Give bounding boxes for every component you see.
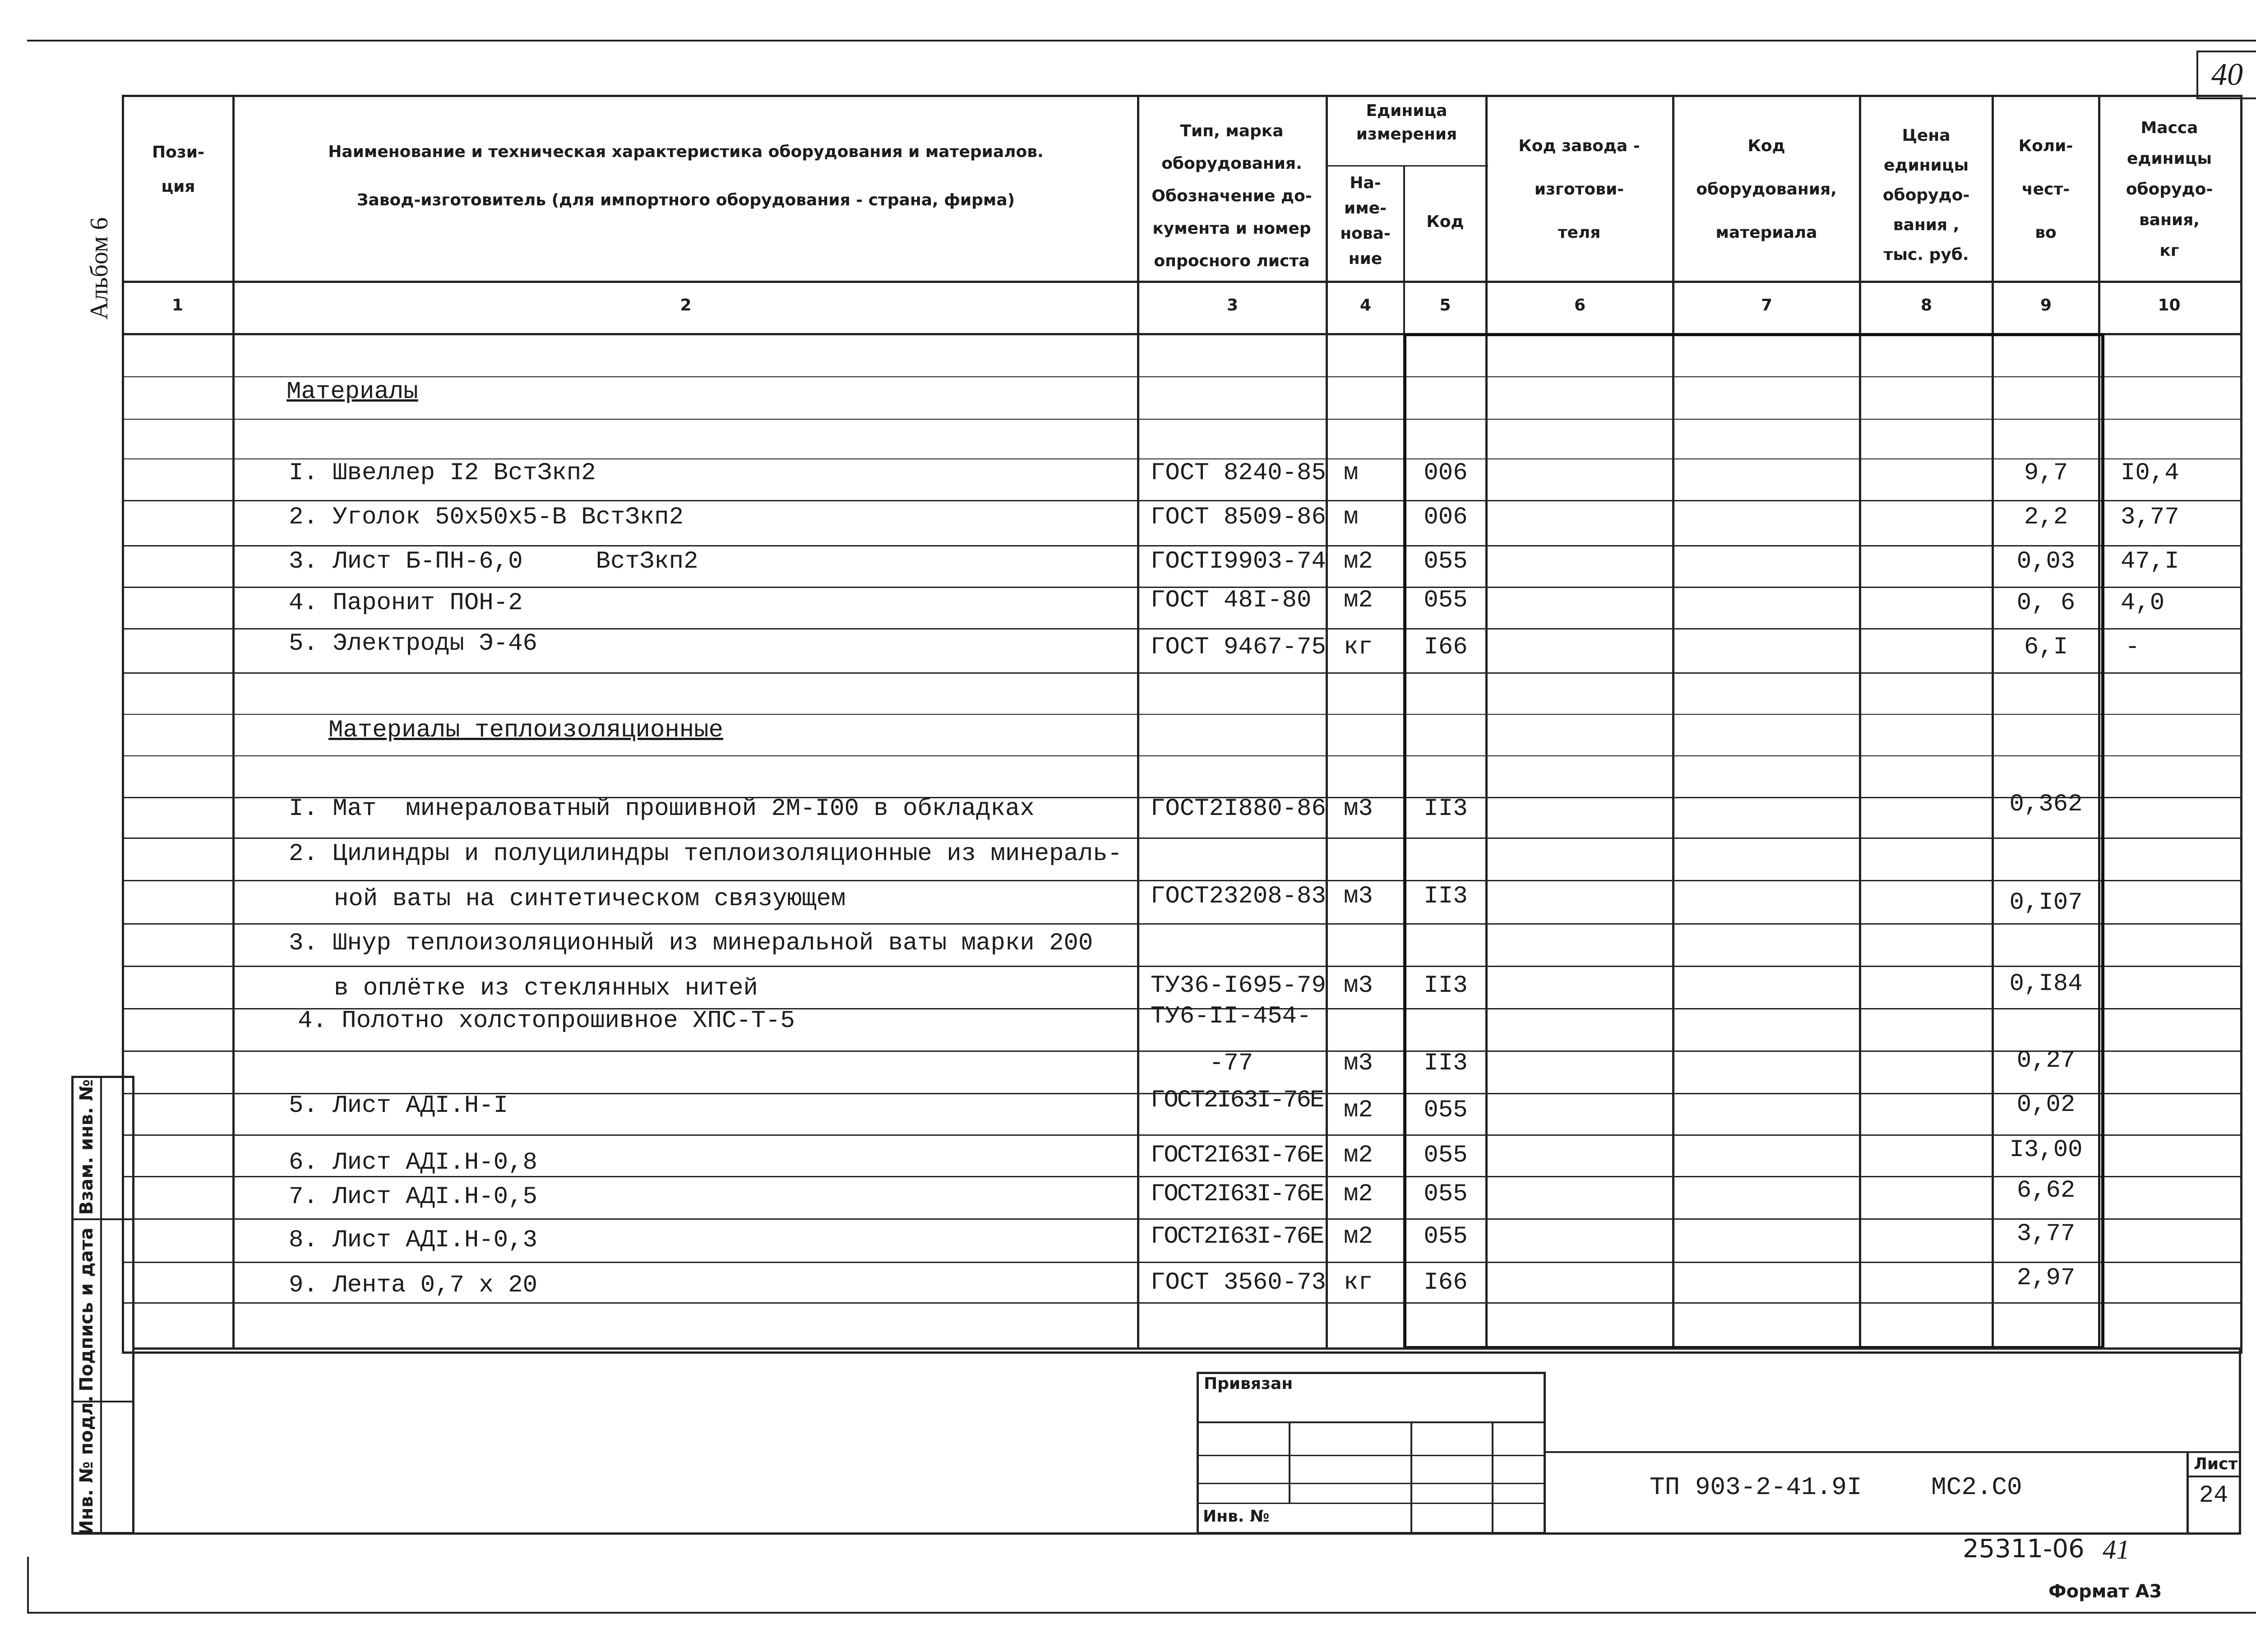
sheet-tag: 40	[2211, 57, 2243, 92]
item-unit: кг	[1344, 1269, 1373, 1296]
privyazan-label: Привязан	[1204, 1374, 1293, 1393]
sheet-number: 24	[2199, 1482, 2228, 1509]
item-qty: 0,02	[2016, 1091, 2076, 1119]
item-doc: ТУ36-I695-79	[1151, 972, 1326, 1000]
item-unit: м3	[1344, 795, 1373, 823]
item-mass: I0,4	[2121, 459, 2179, 487]
col-number: 4	[1359, 296, 1372, 315]
header-pos: Пози- ция	[152, 143, 204, 196]
item-code: II3	[1424, 972, 1468, 1000]
item-code: 055	[1424, 548, 1468, 575]
item-code: 006	[1424, 459, 1468, 487]
item-name: 2. Цилиндры и полуцилиндры теплоизоляционные из минераль-	[289, 840, 1123, 868]
sheet-label: Лист	[2194, 1455, 2238, 1473]
item-code: 055	[1424, 1180, 1468, 1208]
doc-mark: МС2.С0	[1931, 1473, 2022, 1502]
col-line-2	[1137, 95, 1139, 1349]
item-doc: ГОСТ 3560-73	[1151, 1269, 1326, 1296]
item-doc: ГОСТ23208-83	[1151, 883, 1326, 910]
item-unit: кг	[1344, 634, 1373, 661]
item-unit: м2	[1344, 1180, 1373, 1208]
lower-frame-bottom	[72, 1532, 2241, 1535]
header-mass: Масса единицы оборудо- вания, кг	[2126, 119, 2213, 260]
col-number: 10	[2158, 296, 2181, 315]
format-label: Формат А3	[2048, 1581, 2162, 1602]
item-doc: ГОСТ 8240-85	[1151, 459, 1326, 487]
header-price: Цена единицы оборудо- вания , тыс. руб.	[1882, 126, 1970, 264]
col-number: 2	[680, 296, 692, 315]
lower-frame-top	[134, 1347, 2241, 1350]
header-unit-code: Код	[1426, 213, 1464, 231]
item-doc: ГОСТ 8509-86	[1151, 504, 1326, 531]
item-mass: -	[2125, 634, 2140, 661]
section-title-materials: Материалы	[287, 378, 418, 406]
item-unit: м2	[1344, 1223, 1373, 1250]
archive-number: 25311-06	[1963, 1534, 2085, 1564]
header-qty: Коли- чест- во	[2018, 137, 2073, 242]
item-code: II3	[1424, 795, 1468, 823]
header-equip-code: Код оборудования, материала	[1696, 137, 1837, 242]
item-code: I66	[1424, 1269, 1468, 1296]
section-title-insulation: Материалы теплоизоляционные	[328, 717, 723, 744]
header-name-sub: Завод-изготовитель (для импортного оборудования - страна, фирма)	[356, 191, 1015, 209]
item-unit: м	[1344, 459, 1359, 487]
item-name: 5. Электроды Э-46	[289, 630, 537, 657]
item-code: 055	[1424, 1142, 1468, 1169]
item-qty: I3,00	[2009, 1136, 2083, 1164]
item-unit: м2	[1344, 1097, 1373, 1124]
header-unit: Единица измерения	[1356, 102, 1457, 143]
col-number: 9	[2040, 296, 2052, 315]
header-name: Наименование и техническая характеристика оборудования и материалов.	[328, 143, 1044, 161]
item-doc: ГОСТ2I63I-76Е	[1151, 1180, 1323, 1208]
col-number: 5	[1439, 296, 1451, 315]
item-code: 055	[1424, 1223, 1468, 1250]
frame-bottom	[27, 1612, 2256, 1614]
privyazan-col	[1492, 1421, 1493, 1534]
frame-top	[27, 40, 2256, 42]
item-qty: 0,27	[2016, 1047, 2076, 1074]
album-label: Альбом 6	[85, 217, 113, 320]
item-doc: ГОСТ 9467-75	[1151, 634, 1326, 661]
header-type: Тип, марка оборудования. Обозначение до- кумента и номер опросного листа	[1151, 122, 1312, 270]
item-name: I. Мат минераловатный прошивной 2М-I00 в обкладках	[289, 795, 1035, 823]
header-unit-name: На- име- нова- ние	[1340, 174, 1391, 268]
side-stamp-divider	[100, 1076, 102, 1534]
item-qty: 0, 6	[2016, 589, 2076, 617]
col-number: 6	[1574, 296, 1586, 315]
item-code: II3	[1424, 883, 1468, 910]
item-name: ной ваты на синтетическом связующем	[334, 885, 846, 913]
item-unit: м2	[1344, 548, 1373, 575]
item-name: I. Швеллер I2 ВстЗкп2	[289, 459, 596, 487]
item-doc: ГОСТ2I63I-76Е	[1151, 1142, 1323, 1169]
item-doc: ГОСТ 48I-80	[1151, 587, 1312, 614]
item-name: 6. Лист АДI.Н-0,8	[289, 1149, 537, 1176]
item-qty: 0,03	[2016, 548, 2076, 575]
item-qty: 0,I84	[2009, 970, 2083, 998]
side-stamp-inv: Инв. № подл.	[76, 1395, 97, 1535]
item-qty: 2,97	[2016, 1264, 2076, 1292]
item-qty: 6,62	[2016, 1177, 2076, 1204]
item-unit: м2	[1344, 587, 1373, 614]
header-bottom-line	[122, 281, 2240, 283]
item-doc: ГОСТ2I63I-76Е	[1151, 1223, 1323, 1250]
unit-split-line	[1327, 165, 1488, 167]
col-number: 3	[1226, 296, 1239, 315]
item-mass: 47,I	[2121, 548, 2179, 575]
item-code: 006	[1424, 504, 1468, 531]
side-stamp-sign: Подпись и дата	[76, 1227, 97, 1392]
frame-left	[27, 1557, 29, 1614]
title-row-line	[1546, 1451, 2241, 1453]
col-number: 1	[171, 296, 184, 315]
inv-label: Инв. №	[1203, 1507, 1270, 1526]
col-line-3	[1326, 95, 1328, 1349]
item-name: 4. Полотно холстопрошивное ХПС-Т-5	[298, 1007, 795, 1035]
item-qty: 0,I07	[2009, 889, 2083, 916]
item-unit: м3	[1344, 972, 1373, 1000]
item-mass: 3,77	[2121, 504, 2179, 531]
item-name: 3. Лист Б-ПН-6,0 ВстЗкп2	[289, 548, 698, 575]
item-unit: м3	[1344, 1050, 1373, 1077]
item-name: 8. Лист АДI.Н-0,3	[289, 1226, 537, 1254]
doc-code: ТП 903-2-41.9I	[1650, 1473, 1862, 1502]
item-name: в оплётке из стеклянных нитей	[334, 975, 758, 1002]
item-qty: 9,7	[2024, 459, 2068, 487]
col-line-1	[232, 95, 235, 1349]
item-name: 4. Паронит ПОН-2	[289, 589, 523, 617]
item-name: 9. Лента 0,7 х 20	[289, 1272, 537, 1299]
sheet-box-divider	[2187, 1476, 2241, 1477]
privyazan-col	[1410, 1421, 1412, 1534]
item-code: I66	[1424, 634, 1468, 661]
footer-page: 41	[2103, 1535, 2130, 1564]
item-doc: ГОСТ2I880-86	[1151, 795, 1326, 823]
item-unit: м2	[1344, 1142, 1373, 1169]
item-code: 055	[1424, 1097, 1468, 1124]
item-qty: 6,I	[2024, 634, 2068, 661]
item-doc: -77	[1209, 1050, 1253, 1077]
item-name: 7. Лист АДI.Н-0,5	[289, 1183, 537, 1211]
col-number: 8	[1920, 296, 1932, 315]
item-name: 5. Лист АДI.Н-I	[289, 1092, 509, 1120]
privyazan-col	[1289, 1421, 1290, 1503]
item-unit: м	[1344, 504, 1359, 531]
col-number: 7	[1761, 296, 1773, 315]
item-qty: 3,77	[2016, 1220, 2076, 1248]
item-name: 3. Шнур теплоизоляционный из минеральной ваты марки 200	[289, 930, 1093, 957]
side-stamp-zam: Взам. инв. №	[76, 1079, 97, 1215]
item-qty: 2,2	[2024, 504, 2068, 531]
item-name: 2. Уголок 50х50х5-В ВстЗкп2	[289, 504, 684, 531]
item-code: II3	[1424, 1050, 1468, 1077]
item-qty: 0,362	[2009, 791, 2083, 818]
item-doc: ГОСТI9903-74	[1151, 548, 1326, 575]
item-code: 055	[1424, 587, 1468, 614]
item-unit: м3	[1344, 883, 1373, 910]
item-doc: ГОСТ2I63I-76Е	[1151, 1087, 1323, 1114]
item-mass: 4,0	[2121, 589, 2165, 617]
header-plant-code: Код завода - изготови- теля	[1518, 137, 1640, 242]
item-doc: ТУ6-II-454-	[1151, 1003, 1312, 1030]
